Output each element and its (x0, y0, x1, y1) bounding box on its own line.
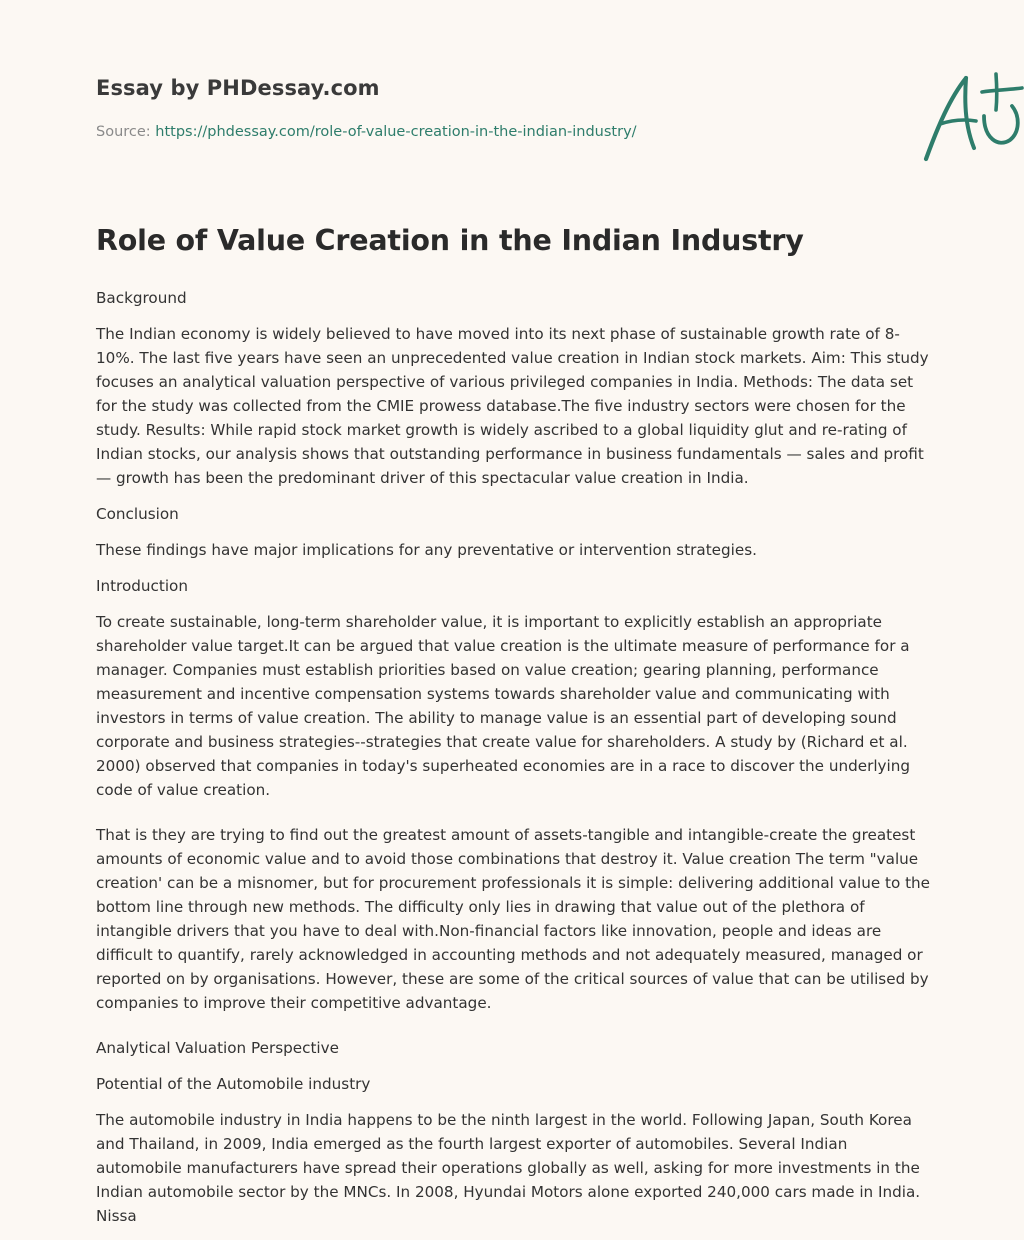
section-heading-automobile-industry: Potential of the Automobile industry (96, 1075, 371, 1093)
paragraph-automobile: The automobile industry in India happens to be the ninth largest in the world. Following Japan, South Korea and Thailand, in 2009, India emerged as the fourth largest exporter of automobiles. Several Indian automobile manufacturers have spread their operations globally as well, asking for more investments in the Indian automobile sector by the MNCs. In 2008, Hyundai Motors alone exported 240,000 cars made in India. Nissa (96, 1111, 921, 1225)
paragraph-introduction: To create sustainable, long-term shareholder value, it is important to explicitly establish an appropriate shareholder value target.It can be argued that value creation is the ultimate measure of performance for a manager. Companies must establish priorities based on value creation; gearing planning, performance measurement and incentive compensation systems towards shareholder value and communicating with investors in terms of value creation. The ability to manage value is an essential part of developing sound corporate and business strategies--strategies that create value for shareholders. A study by (Richard et al. 2000) observed that companies in today's superheated economies are in a race to discover the underlying code of value creation. (96, 613, 911, 799)
essay-body (96, 286, 932, 1240)
section-heading-background: Background (96, 289, 187, 307)
paragraph-background: The Indian economy is widely believed to have moved into its next phase of sustainable growth rate of 8-10%. The last five years have seen an unprecedented value creation in Indian stock markets. Aim: This study focuses an analytical valuation perspective of various privileged companies in India. Methods: The data set for the study was collected from the CMIE prowess database.The five industry sectors were chosen for the study. Results: While rapid stock market growth is widely ascribed to a global liquidity glut and re-rating of Indian stocks, our analysis shows that outstanding performance in business fundamentals — sales and profit — growth has been the predominant driver of this spectacular value creation in India. (96, 325, 929, 487)
essay-title: Role of Value Creation in the Indian Industry (96, 224, 804, 257)
section-heading-introduction: Introduction (96, 577, 188, 595)
brand-name: Essay by PHDessay.com (96, 76, 380, 100)
source-label: Source: (96, 124, 156, 140)
section-heading-analytical-valuation: Analytical Valuation Perspective (96, 1039, 339, 1057)
source-link[interactable]: https://phdessay.com/role-of-value-creation-in-the-indian-industry/ (155, 124, 637, 140)
paragraph-conclusion: These findings have major implications for any preventative or intervention strategies. (96, 541, 757, 559)
paragraph-value-creation: That is they are trying to find out the greatest amount of assets-tangible and intangible-create the greatest amounts of economic value and to avoid those combinations that destroy it. Value creation The term "value creation' can be a misnomer, but for procurement professionals it is simple: delivering additional value to the bottom line through new methods. The difficulty only lies in drawing that value out of the plethora of intangible drivers that you have to deal with.Non-financial factors like innovation, people and ideas are difficult to quantify, rarely acknowledged in accounting methods and not adequately measured, managed or reported on by organisations. However, these are some of the critical sources of value that can be utilised by companies to improve their competitive advantage. (96, 826, 930, 1012)
section-heading-conclusion: Conclusion (96, 505, 179, 523)
a-plus-logo-icon (916, 66, 1024, 166)
source-line (96, 124, 637, 140)
